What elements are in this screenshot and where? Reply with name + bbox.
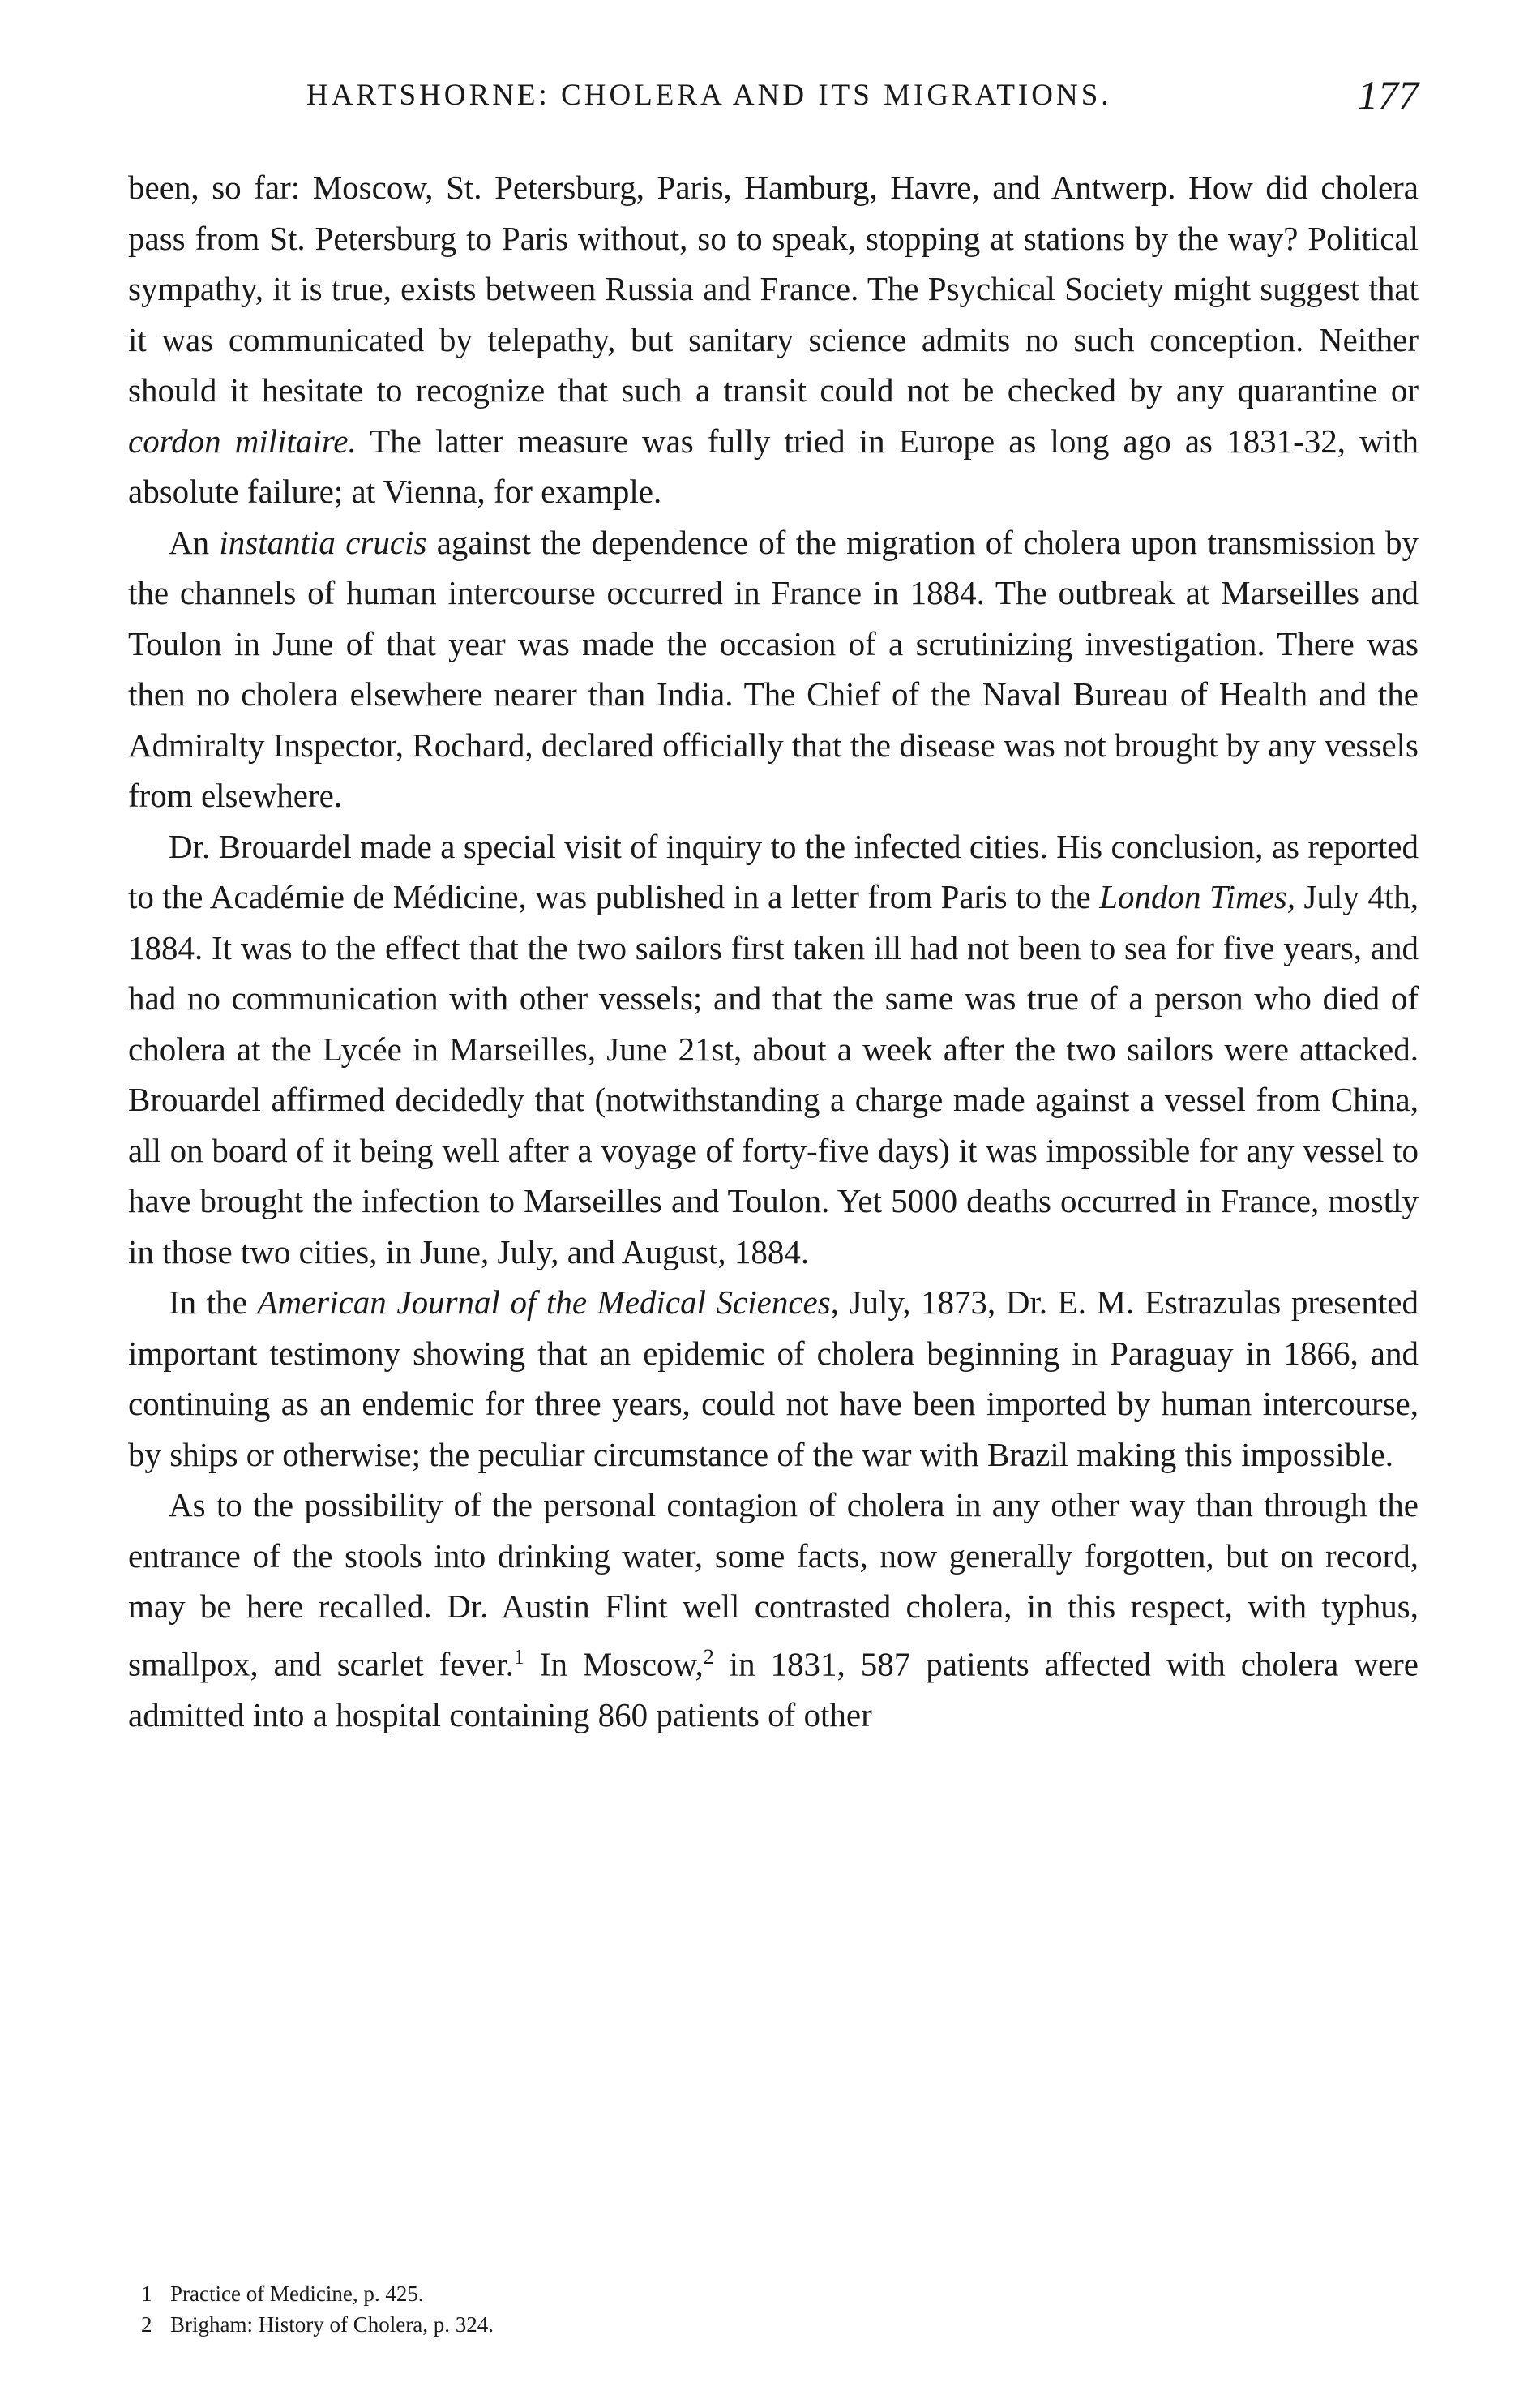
footnote: [128, 2309, 1419, 2340]
text-run: The latter measure was fully tried in Europe as long ago as 1831-32, with absolute failure; at Vienna, for example.: [128, 422, 1419, 510]
footnote-number: 1: [141, 2282, 152, 2306]
text-run: July, 1873, Dr. E. M. Estrazulas presented important testimony showing that an epidemic of cholera beginning in Paraguay in 1866, and continuing as an endemic for three years, could not have been imported by human intercourse, by ships or otherwise; the peculiar circumstance of the war with Brazil making this impossible.: [128, 1283, 1419, 1473]
page-header: [128, 71, 1419, 128]
text-run: been, so far: Moscow, St. Petersburg, Paris, Hamburg, Havre, and Antwerp. How did cholera pass from St. Petersburg to Paris without, so to speak, stopping at stations by the way? Political sympathy, it is true, exists between Russia and France. The Psychical Society might suggest that it was communicated by telepathy, but sanitary science admits no such conception. Neither should it hesitate to recognize that such a transit could not be checked by any quarantine or: [128, 169, 1419, 409]
paragraph: [128, 162, 1419, 517]
paragraph: [128, 517, 1419, 821]
italic-text: instantia crucis: [219, 523, 427, 561]
text-run: July 4th, 1884. It was to the effect that the two sailors first taken ill had not been to sea for five years, and had no communication with other vessels; and that the same was true of a person who died of cholera at the Lycée in Marseilles, June 21st, about a week after the two sailors were attacked. Brouardel affirmed decidedly that (notwithstanding a charge made against a vessel from China, all on board of it being well after a voyage of forty-five days) it was impossible for any vessel to have brought the infection to Marseilles and Toulon. Yet 5000 deaths occurred in France, mostly in those two cities, in June, July, and August, 1884.: [128, 878, 1419, 1270]
footnote-ref: 2: [703, 1644, 714, 1669]
paragraph: [128, 1480, 1419, 1740]
text-run: As to the possibility of the personal contagion of cholera in any other way than through the entrance of the stools into drinking water, some facts, now generally forgotten, but on record, may be here recalled. Dr. Austin Flint well contrasted cholera, in this respect, with typhus, smallpox, and scarlet fever.: [128, 1486, 1419, 1683]
text-run: In Moscow,: [524, 1645, 704, 1683]
paragraph: [128, 1277, 1419, 1480]
footnote-number: 2: [141, 2312, 152, 2337]
text-run: An: [169, 523, 220, 561]
page-number: 177: [1358, 72, 1419, 118]
footnote-text: Brigham: History of Cholera, p. 324.: [170, 2312, 494, 2337]
footnote-text: Practice of Medicine, p. 425.: [170, 2282, 424, 2306]
text-run: against the dependence of the migration of cholera upon transmission by the channels of human intercourse occurred in France in 1884. The outbreak at Marseilles and Toulon in June of that year was made the occasion of a scrutinizing investigation. There was then no cholera elsewhere nearer than India. The Chief of the Naval Bureau of Health and the Admiralty Inspector, Rochard, declared officially that the disease was not brought by any vessels from elsewhere.: [128, 523, 1419, 814]
italic-text: cordon militaire.: [128, 422, 357, 460]
text-run: in 1831, 587 patients affected with cholera were admitted into a hospital containing 860 patients of other: [128, 1645, 1419, 1733]
footnotes: [128, 2278, 1419, 2340]
text-run: Dr. Brouardel made a special visit of inquiry to the infected cities. His conclusion, as reported to the Académie de Médicine, was published in a letter from Paris to the: [128, 827, 1419, 915]
body-text: [128, 162, 1419, 1740]
paragraph: [128, 821, 1419, 1278]
italic-text: American Journal of the Medical Sciences,: [257, 1283, 839, 1321]
footnote: [128, 2278, 1419, 2309]
italic-text: London Times,: [1099, 878, 1295, 915]
footnote-ref: 1: [513, 1644, 524, 1669]
text-run: In the: [169, 1283, 258, 1321]
running-head: HARTSHORNE: CHOLERA AND ITS MIGRATIONS.: [306, 79, 1112, 112]
